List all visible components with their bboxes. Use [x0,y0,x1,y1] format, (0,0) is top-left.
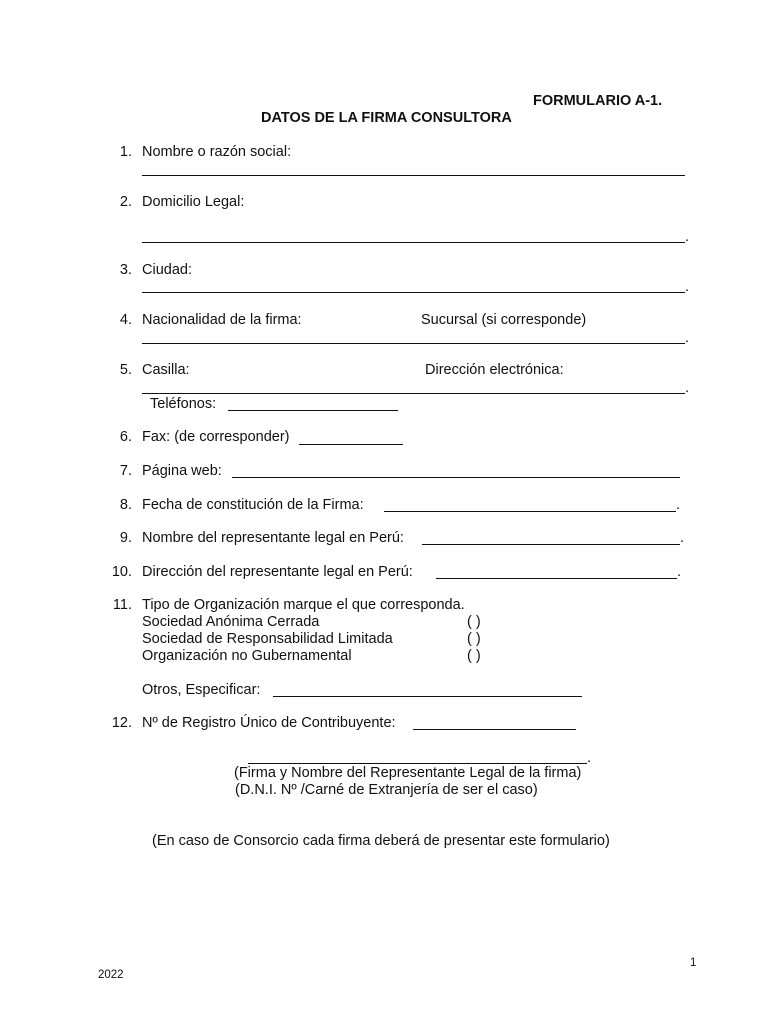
item-5-label: Casilla: [142,362,190,378]
item-1-field[interactable] [142,175,685,176]
signature-line[interactable] [248,763,587,764]
item-12-label: Nº de Registro Único de Contribuyente: [142,715,396,731]
phones-label: Teléfonos: [150,396,217,412]
item-5-period: . [685,380,690,396]
footer-year: 2022 [98,969,124,981]
item-2-field[interactable] [142,242,685,243]
item-1-number: 1. [119,144,132,160]
item-9-field[interactable] [422,544,680,545]
item-5-label-email: Dirección electrónica: [425,362,564,378]
item-4-period: . [685,330,690,346]
item-4-label-branch: Sucursal (si corresponde) [421,312,587,328]
item-2-number: 2. [119,194,132,210]
item-11-number: 11. [112,597,132,613]
page-number: 1 [690,957,697,969]
item-3-number: 3. [119,262,132,278]
item-6-label: Fax: (de corresponder) [142,429,290,445]
item-3-label: Ciudad: [142,262,192,278]
item-9-label: Nombre del representante legal en Perú: [142,530,404,546]
item-3-field[interactable] [142,292,685,293]
signature-period: . [587,750,592,766]
item-6-field[interactable] [299,444,403,445]
item-10-label: Dirección del representante legal en Perú: [142,564,413,580]
item-10-period: . [677,564,682,580]
item-10-field[interactable] [436,578,677,579]
item-12-field[interactable] [413,729,576,730]
item-9-number: 9. [119,530,132,546]
org-option-srl-checkbox[interactable]: ( ) [467,631,481,647]
org-option-ong-checkbox[interactable]: ( ) [467,648,481,664]
item-2-period: . [685,229,690,245]
item-5-field[interactable] [142,393,685,394]
item-12-number: 12. [111,715,132,731]
item-3-period: . [685,279,690,295]
item-1-label: Nombre o razón social: [142,144,292,160]
consortium-note: (En caso de Consorcio cada firma deberá de presentar este formulario) [152,833,610,849]
item-4-number: 4. [119,312,132,328]
form-title: DATOS DE LA FIRMA CONSULTORA [261,110,512,126]
org-option-srl-label: Sociedad de Responsabilidad Limitada [142,631,393,647]
item-4-label: Nacionalidad de la firma: [142,312,302,328]
item-8-period: . [676,497,681,513]
item-6-number: 6. [119,429,132,445]
item-9-period: . [680,530,685,546]
item-5-number: 5. [119,362,132,378]
form-code: FORMULARIO A-1. [533,93,663,109]
item-11-label: Tipo de Organización marque el que corresponda. [142,597,465,613]
others-field[interactable] [273,696,582,697]
item-7-label: Página web: [142,463,222,479]
item-8-number: 8. [119,497,132,513]
item-10-number: 10. [111,564,132,580]
item-4-field[interactable] [142,343,685,344]
phones-field[interactable] [228,410,398,411]
item-2-label: Domicilio Legal: [142,194,245,210]
signature-caption-id: (D.N.I. Nº /Carné de Extranjería de ser el caso) [235,782,538,798]
signature-caption-name: (Firma y Nombre del Representante Legal de la firma) [234,765,582,781]
item-7-number: 7. [119,463,132,479]
others-label: Otros, Especificar: [142,682,261,698]
item-8-field[interactable] [384,511,676,512]
item-7-field[interactable] [232,477,680,478]
org-option-ong-label: Organización no Gubernamental [142,648,352,664]
org-option-sac-label: Sociedad Anónima Cerrada [142,614,320,630]
item-8-label: Fecha de constitución de la Firma: [142,497,364,513]
org-option-sac-checkbox[interactable]: ( ) [467,614,481,630]
